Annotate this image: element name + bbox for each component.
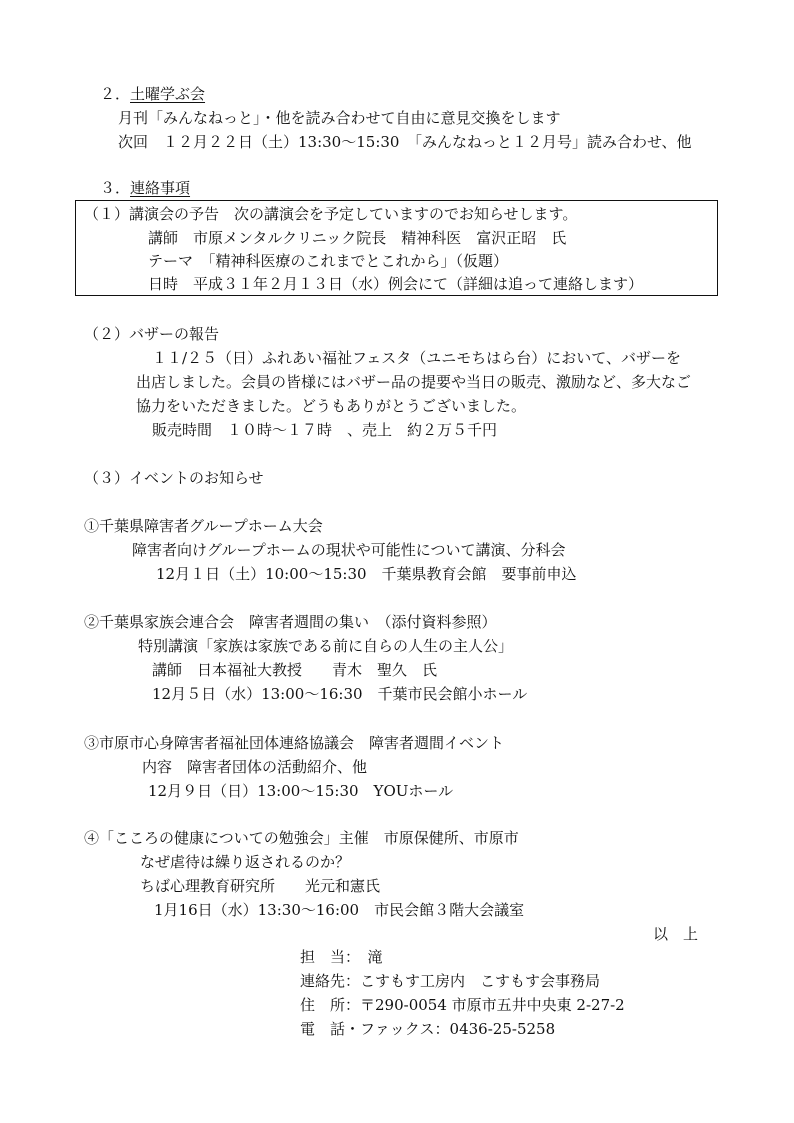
- event2-line3: 12月５日（水）13:00～16:30 千葉市民会館小ホール: [152, 685, 528, 703]
- section2-number: ２．: [100, 85, 131, 103]
- event2-line1: 特別講演「家族は家族である前に自らの人生の主人公」: [138, 637, 514, 655]
- lecture-speaker: 講師 市原メンタルクリニック院長 精神科医 富沢正昭 氏: [148, 229, 567, 247]
- lecture-theme: テーマ 「精神科医療のこれまでとこれから」（仮題）: [148, 252, 509, 270]
- event1-title: ①千葉県障害者グループホーム大会: [84, 517, 323, 535]
- lecture-title: （１）講演会の予告 次の講演会を予定していますのでお知らせします。: [84, 205, 578, 223]
- footer-phone: 電 話・ファックス：0436-25-5258: [300, 1020, 556, 1038]
- event4-title: ④「こころの健康についての勉強会」主催 市原保健所、市原市: [84, 829, 519, 847]
- section2-line2: 次回 １２月２２日（土）13:30～15:30 「みんなねっと１２月号」読み合わせ、他: [118, 133, 692, 151]
- section2-line1: 月刊「みんなねっと」・他を読み合わせて自由に意見交換をします: [118, 109, 561, 127]
- bazaar-title: （２）バザーの報告: [84, 325, 220, 343]
- section3-number: ３．: [100, 179, 131, 197]
- closing-ijou: 以 上: [653, 925, 699, 943]
- lecture-date: 日時 平成３１年２月１３日（水）例会にて（詳細は追って連絡します）: [148, 275, 644, 293]
- event3-line2: 12月９日（日）13:00～15:30 YOUホール: [148, 782, 454, 800]
- event1-line1: 障害者向けグループホームの現状や可能性について講演、分科会: [132, 541, 566, 559]
- footer-address: 住 所：〒290-0054 市原市五井中央東 2-27-2: [300, 996, 625, 1014]
- event2-line2: 講師 日本福祉大教授 青木 聖久 氏: [152, 661, 438, 679]
- section2-title: 土曜学ぶ会: [130, 85, 206, 103]
- bazaar-sales: 販売時間 １０時～１７時 、売上 約２万５千円: [152, 421, 498, 439]
- events-title: （３）イベントのお知らせ: [84, 469, 264, 487]
- section3-heading: [100, 178, 190, 198]
- event1-line2: 12月１日（土）10:00～15:30 千葉県教育会館 要事前申込: [156, 565, 577, 583]
- event3-line1: 内容 障害者団体の活動紹介、他: [142, 758, 368, 776]
- footer-contact-person: 担 当： 滝: [300, 948, 383, 966]
- bazaar-paragraph-line2: 出店しました。会員の皆様にはバザー品の提要や当日の販売、激励など、多大なご: [136, 373, 692, 391]
- section3-title: 連絡事項: [130, 179, 191, 197]
- event2-title: ②千葉県家族会連合会 障害者週間の集い （添付資料参照）: [84, 613, 497, 631]
- event4-line2: ちば心理教育研究所 光元和憲氏: [140, 877, 381, 895]
- section2-heading: [100, 84, 205, 104]
- event3-title: ③市原市心身障害者福祉団体連絡協議会 障害者週間イベント: [84, 734, 505, 752]
- footer-contact-org: 連絡先：こすもす工房内 こすもす会事務局: [300, 972, 601, 990]
- bazaar-paragraph-line3: 協力をいただきました。どうもありがとうございました。: [136, 397, 527, 415]
- event4-line3: 1月16日（水）13:30～16:00 市民会館３階大会議室: [154, 901, 525, 919]
- event4-line1: なぜ虐待は繰り返されるのか？: [140, 853, 351, 871]
- bazaar-paragraph-line1: １１/２５（日）ふれあい福祉フェスタ（ユニモちはら台）において、バザーを: [152, 349, 682, 367]
